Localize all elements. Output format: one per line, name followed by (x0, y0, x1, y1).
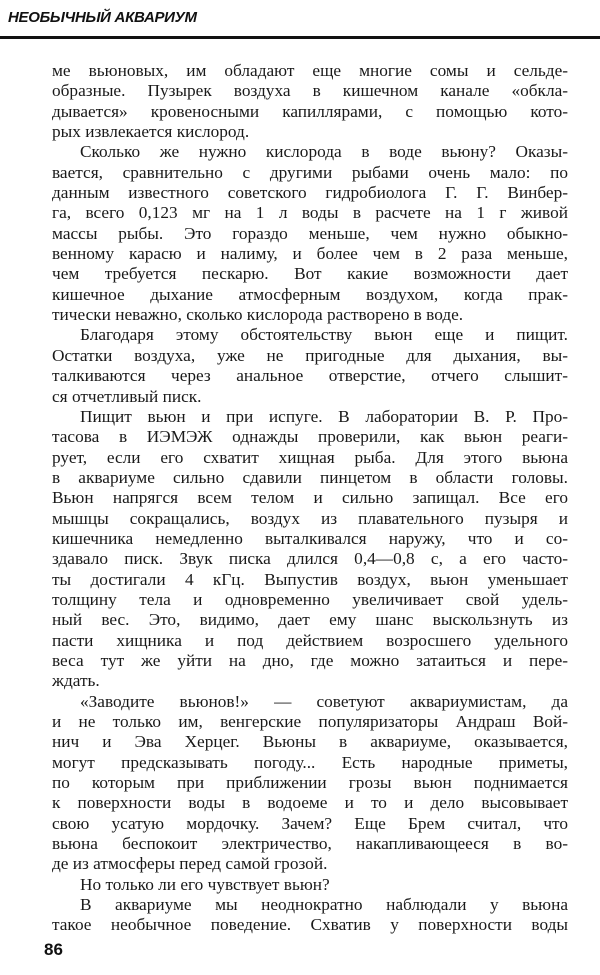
text-line: В аквариуме мы неоднократно наблюдали у вьюна (80, 895, 568, 915)
text-line: и не только им, венгерские популяризаторы Андраш Вой- (52, 712, 568, 731)
text-line: пасти хищника и под действием возросшего удельного (52, 630, 568, 650)
text-line: ся отчетливый писк. (52, 386, 202, 406)
text-line: к поверхности воды в водоеме и то и дело высовывает (52, 793, 568, 813)
text-line: венному карасю и налиму, и более чем в 2 раза меньше, (52, 244, 568, 264)
paragraph (52, 692, 568, 875)
text-line: могут предсказывать погоду... Есть народные приметы, (52, 752, 568, 772)
text-line: Но только ли его чувствует вьюн? (80, 874, 330, 894)
text-line: нич и Эва Херцег. Вьюны в аквариуме, оказывается, (52, 732, 568, 752)
text-line: данным известного советского гидробиолога Г. Г. Винбер- (52, 183, 568, 203)
text-line: «Заводите вьюнов!» — советуют аквариумистам, да (80, 691, 568, 711)
text-line: ный вес. Это, видимо, дает ему шанс выскользнуть из (52, 610, 568, 630)
text-line: Благодаря этому обстоятельству вьюн еще и пищит. (80, 325, 568, 345)
text-line: свою усатую мордочку. Зачем? Еще Брем считал, что (52, 813, 568, 833)
paragraph (52, 142, 568, 325)
paragraph (52, 875, 568, 895)
text-line: га, всего 0,123 мг на 1 л воды в расчете на 1 г живой (52, 203, 568, 223)
text-line: кишечника немедленно выталкивался наружу, что и со- (52, 528, 568, 548)
text-line: кишечное дыхание атмосферным воздухом, когда прак- (52, 284, 568, 304)
header-rule (0, 36, 600, 39)
text-line: ты достигали 4 кГц. Выпустив воздух, вьюн уменьшает (52, 569, 568, 589)
text-line: ме вьюновых, им обладают еще многие сомы и сельде- (52, 61, 568, 80)
text-line: Сколько же нужно кислорода в воде вьюну? Оказы- (80, 142, 568, 162)
text-line: такое необычное поведение. Схватив у поверхности воды (52, 915, 568, 935)
text-line: тасова в ИЭМЭЖ однажды проверили, как вьюн реаги- (52, 427, 568, 447)
page-number: 86 (44, 940, 63, 959)
text-line: по которым при приближении грозы вьюн поднимается (52, 773, 568, 793)
paragraph (52, 895, 568, 936)
text-line: тически неважно, сколько кислорода растворено в воде. (52, 305, 464, 325)
text-line: чем требуется пескарю. Вот какие возможности дает (52, 264, 568, 284)
body-text (52, 61, 568, 936)
text-line: мышцы сокращались, воздух из плавательного пузыря и (52, 508, 568, 528)
text-line: талкиваются через анальное отверстие, отчего слышит- (52, 366, 568, 386)
text-line: образные. Пузырек воздуха в кишечном канале «обкла- (52, 81, 568, 101)
text-line: Вьюн напрягся всем телом и сильно запищал. Все его (52, 488, 568, 508)
text-line: де из атмосферы перед самой грозой. (52, 854, 328, 874)
paragraph (52, 407, 568, 692)
text-line: Остатки воздуха, уже не пригодные для дыхания, вы- (52, 345, 568, 365)
text-line: веса тут же уйти на дно, где можно затаиться и пере- (52, 650, 568, 670)
text-line: в аквариуме сильно сдавили пинцетом в области головы. (52, 467, 568, 487)
paragraph (52, 325, 568, 406)
text-line: Пищит вьюн и при испуге. В лаборатории В. Р. Про- (80, 406, 568, 426)
text-line: здавало писк. Звук писка длился 0,4—0,8 с, а его часто- (52, 549, 568, 569)
text-line: дывается» кровеносными капиллярами, с помощью кото- (52, 101, 568, 121)
text-line: ждать. (52, 671, 100, 691)
text-line: массы рыбы. Это гораздо меньше, чем нужно обыкно- (52, 223, 568, 243)
text-line: рует, если его схватит хищная рыба. Для этого вьюна (52, 447, 568, 467)
text-line: вается, сравнительно с другими рыбами очень мало: по (52, 162, 568, 182)
text-line: вьюна беспокоит электричество, накапливающееся в во- (52, 834, 568, 854)
running-head: НЕОБЫЧНЫЙ АКВАРИУМ (8, 9, 197, 26)
text-line: толщину тела и одновременно увеличивает свой удель- (52, 589, 568, 609)
text-line: рых извлекается кислород. (52, 122, 250, 142)
paragraph (52, 61, 568, 142)
